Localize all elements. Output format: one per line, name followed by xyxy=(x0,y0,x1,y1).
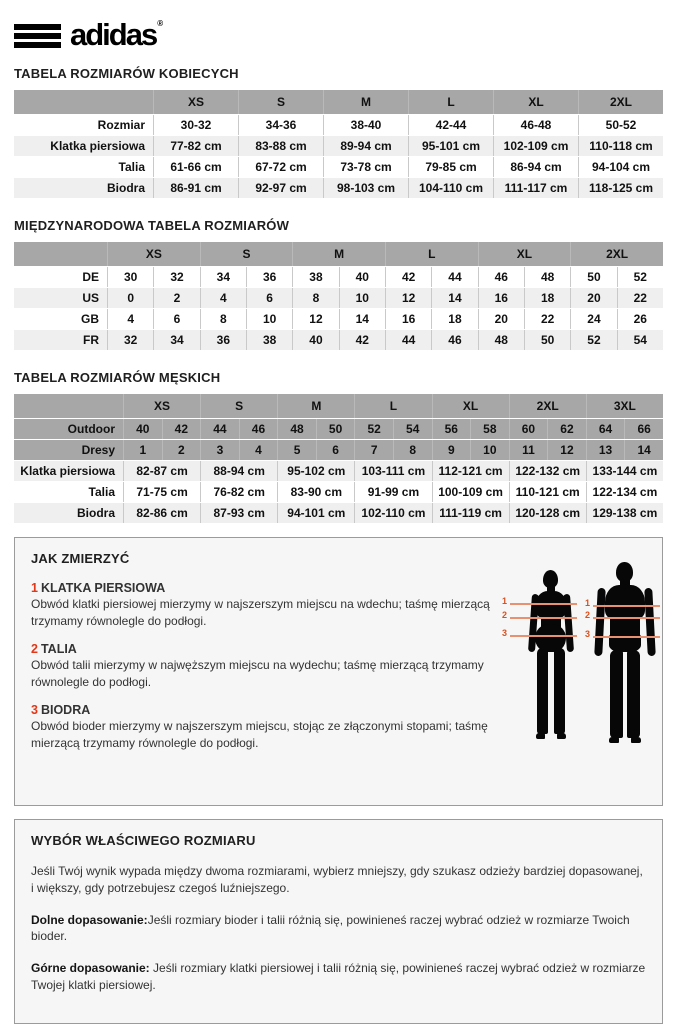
table-row xyxy=(14,178,663,198)
measurement-figures xyxy=(440,552,660,754)
measure-step xyxy=(31,642,499,690)
size-cell: 46 xyxy=(478,267,524,287)
international-size-table xyxy=(14,241,663,351)
female-marker-line xyxy=(510,635,577,637)
row-label: Talia xyxy=(14,157,153,177)
size-cell: 24 xyxy=(570,309,616,329)
size-cell: 42 xyxy=(339,330,385,350)
measure-step xyxy=(31,581,499,629)
size-cell: 88-94 cm xyxy=(200,461,277,481)
size-cell: 92-97 cm xyxy=(238,178,323,198)
size-cell: 100-109 cm xyxy=(432,482,509,502)
table-row xyxy=(14,267,663,287)
size-cell: 44 xyxy=(200,419,239,439)
top-fit-label: Górne dopasowanie: xyxy=(31,961,150,976)
size-cell: 2 xyxy=(153,288,199,308)
men-size-table xyxy=(14,393,663,524)
corner-cell xyxy=(14,90,153,114)
column-header: XS xyxy=(107,242,200,266)
size-cell: 40 xyxy=(292,330,338,350)
size-choice-box xyxy=(14,819,663,1024)
column-header: XL xyxy=(478,242,571,266)
size-cell: 38 xyxy=(292,267,338,287)
size-cell: 133-144 cm xyxy=(586,461,663,481)
size-cell: 12 xyxy=(547,440,586,460)
international-table-heading: MIĘDZYNARODOWA TABELA ROZMIARÓW xyxy=(14,218,290,233)
size-cell: 46 xyxy=(239,419,278,439)
size-cell: 82-86 cm xyxy=(123,503,200,523)
size-cell: 66 xyxy=(624,419,663,439)
men-table-heading: TABELA ROZMIARÓW MĘSKICH xyxy=(14,370,221,385)
size-cell: 71-75 cm xyxy=(123,482,200,502)
size-cell: 10 xyxy=(470,440,509,460)
row-label: Rozmiar xyxy=(14,115,153,135)
size-cell: 50 xyxy=(316,419,355,439)
size-cell: 14 xyxy=(431,288,477,308)
size-cell: 112-121 cm xyxy=(432,461,509,481)
size-cell: 89-94 cm xyxy=(323,136,408,156)
size-cell: 77-82 cm xyxy=(153,136,238,156)
size-cell: 44 xyxy=(431,267,477,287)
size-cell: 110-121 cm xyxy=(509,482,586,502)
size-cell: 67-72 cm xyxy=(238,157,323,177)
column-header: M xyxy=(292,242,385,266)
size-cell: 6 xyxy=(316,440,355,460)
size-cell: 122-134 cm xyxy=(586,482,663,502)
registered-trademark: ® xyxy=(157,18,162,28)
size-cell: 6 xyxy=(246,288,292,308)
row-label: Dresy xyxy=(14,440,123,460)
corner-cell xyxy=(14,394,123,418)
row-label: US xyxy=(14,288,107,308)
table-row xyxy=(14,309,663,329)
row-label: Outdoor xyxy=(14,419,123,439)
size-cell: 30 xyxy=(107,267,153,287)
adidas-logo xyxy=(14,18,663,54)
step-title: 2 TALIA xyxy=(31,642,77,657)
size-cell: 79-85 cm xyxy=(408,157,493,177)
size-cell: 1 xyxy=(123,440,162,460)
size-cell: 26 xyxy=(617,309,663,329)
size-choice-heading: WYBÓR WŁAŚCIWEGO ROZMIARU xyxy=(31,833,256,848)
female-marker-number: 1 xyxy=(502,596,508,606)
corner-cell xyxy=(14,242,107,266)
male-marker-line xyxy=(593,636,660,638)
size-cell: 13 xyxy=(586,440,625,460)
size-cell: 104-110 cm xyxy=(408,178,493,198)
measure-step xyxy=(31,703,499,751)
size-cell: 8 xyxy=(200,309,246,329)
size-cell: 20 xyxy=(478,309,524,329)
how-to-measure-heading: JAK ZMIERZYĆ xyxy=(31,551,130,566)
size-cell: 12 xyxy=(292,309,338,329)
size-cell: 34-36 xyxy=(238,115,323,135)
size-cell: 34 xyxy=(153,330,199,350)
table-row xyxy=(14,136,663,156)
male-marker-number: 1 xyxy=(585,598,591,608)
bottom-fit-text: Jeśli rozmiary bioder i talii różnią się, powinieneś raczej wybrać odzież w rozmiarze Twoich bioder. xyxy=(31,912,630,944)
size-cell: 111-117 cm xyxy=(493,178,578,198)
female-silhouette xyxy=(531,570,571,742)
table-row xyxy=(14,503,663,523)
size-cell: 129-138 cm xyxy=(586,503,663,523)
male-marker-line xyxy=(593,605,660,607)
size-cell: 4 xyxy=(239,440,278,460)
column-header: 2XL xyxy=(570,242,663,266)
size-cell: 83-90 cm xyxy=(277,482,354,502)
women-table-heading: TABELA ROZMIARÓW KOBIECYCH xyxy=(14,66,239,81)
table-row xyxy=(14,330,663,350)
size-cell: 102-109 cm xyxy=(493,136,578,156)
size-cell: 50 xyxy=(524,330,570,350)
table-row xyxy=(14,288,663,308)
size-cell: 22 xyxy=(617,288,663,308)
column-header: L xyxy=(354,394,431,418)
size-cell: 38 xyxy=(246,330,292,350)
column-header: S xyxy=(238,90,323,114)
top-fit-text: Jeśli rozmiary klatki piersiowej i talii różnią się, powinieneś raczej wybrać odzież w rozmiarze Twojej klatki piersiowej. xyxy=(31,961,646,992)
size-cell: 38-40 xyxy=(323,115,408,135)
column-header: M xyxy=(277,394,354,418)
male-silhouette xyxy=(593,562,657,746)
size-cell: 54 xyxy=(617,330,663,350)
size-cell: 2 xyxy=(162,440,201,460)
size-cell: 32 xyxy=(107,330,153,350)
size-cell: 8 xyxy=(292,288,338,308)
table-row xyxy=(14,419,663,439)
step-title: 1 KLATKA PIERSIOWA xyxy=(31,581,166,595)
size-cell: 118-125 cm xyxy=(578,178,663,198)
size-cell: 87-93 cm xyxy=(200,503,277,523)
size-cell: 42-44 xyxy=(408,115,493,135)
size-cell: 9 xyxy=(432,440,471,460)
size-cell: 34 xyxy=(200,267,246,287)
size-cell: 7 xyxy=(354,440,393,460)
male-marker-number: 3 xyxy=(585,629,591,639)
how-to-measure-box xyxy=(14,537,663,806)
size-cell: 52 xyxy=(354,419,393,439)
size-cell: 5 xyxy=(277,440,316,460)
size-cell: 52 xyxy=(570,330,616,350)
size-cell: 82-87 cm xyxy=(123,461,200,481)
top-fit-tip xyxy=(31,960,646,994)
size-cell: 40 xyxy=(339,267,385,287)
male-marker-line xyxy=(593,617,660,619)
size-cell: 12 xyxy=(385,288,431,308)
adidas-logo-text: adidas® xyxy=(70,16,162,52)
row-label: FR xyxy=(14,330,107,350)
size-cell: 95-101 cm xyxy=(408,136,493,156)
female-marker-line xyxy=(510,617,577,619)
column-header: 3XL xyxy=(586,394,663,418)
size-cell: 18 xyxy=(524,288,570,308)
size-cell: 11 xyxy=(509,440,548,460)
size-cell: 94-101 cm xyxy=(277,503,354,523)
size-cell: 54 xyxy=(393,419,432,439)
size-cell: 95-102 cm xyxy=(277,461,354,481)
size-cell: 20 xyxy=(570,288,616,308)
step-number: 3 xyxy=(31,703,38,718)
size-cell: 94-104 cm xyxy=(578,157,663,177)
size-cell: 42 xyxy=(385,267,431,287)
row-label: Klatka piersiowa xyxy=(14,136,153,156)
step-text: Obwód talii mierzymy w najwęższym miejscu na wydechu; taśmę mierzącą trzymamy równolegle do podłogi. xyxy=(31,658,484,689)
size-cell: 91-99 cm xyxy=(354,482,431,502)
table-row xyxy=(14,440,663,460)
size-cell: 46-48 xyxy=(493,115,578,135)
column-header: 2XL xyxy=(578,90,663,114)
size-cell: 0 xyxy=(107,288,153,308)
step-title: 3 BIODRA xyxy=(31,703,91,718)
size-cell: 40 xyxy=(123,419,162,439)
size-cell: 56 xyxy=(432,419,471,439)
size-cell: 30-32 xyxy=(153,115,238,135)
size-cell: 73-78 cm xyxy=(323,157,408,177)
size-cell: 8 xyxy=(393,440,432,460)
row-label: Talia xyxy=(14,482,123,502)
size-cell: 50-52 xyxy=(578,115,663,135)
size-cell: 103-111 cm xyxy=(354,461,431,481)
size-cell: 22 xyxy=(524,309,570,329)
size-cell: 48 xyxy=(478,330,524,350)
size-cell: 44 xyxy=(385,330,431,350)
size-cell: 16 xyxy=(385,309,431,329)
size-cell: 86-91 cm xyxy=(153,178,238,198)
step-text: Obwód klatki piersiowej mierzymy w najszerszym miejscu na wdechu; taśmę mierzącą trzymamy równolegle do podłogi. xyxy=(31,597,490,628)
size-cell: 52 xyxy=(617,267,663,287)
size-cell: 3 xyxy=(200,440,239,460)
size-cell: 76-82 cm xyxy=(200,482,277,502)
female-marker-number: 3 xyxy=(502,628,508,638)
step-number: 1 xyxy=(31,581,38,595)
size-cell: 83-88 cm xyxy=(238,136,323,156)
row-label: Klatka piersiowa xyxy=(14,461,123,481)
column-header: XL xyxy=(432,394,509,418)
row-label: GB xyxy=(14,309,107,329)
column-header: L xyxy=(408,90,493,114)
size-cell: 102-110 cm xyxy=(354,503,431,523)
size-cell: 122-132 cm xyxy=(509,461,586,481)
size-cell: 120-128 cm xyxy=(509,503,586,523)
size-cell: 50 xyxy=(570,267,616,287)
size-cell: 60 xyxy=(509,419,548,439)
size-cell: 64 xyxy=(586,419,625,439)
table-row xyxy=(14,482,663,502)
size-cell: 16 xyxy=(478,288,524,308)
size-cell: 32 xyxy=(153,267,199,287)
size-cell: 36 xyxy=(200,330,246,350)
size-cell: 6 xyxy=(153,309,199,329)
column-header: S xyxy=(200,394,277,418)
row-label: Biodra xyxy=(14,178,153,198)
male-marker-number: 2 xyxy=(585,610,591,620)
size-cell: 86-94 cm xyxy=(493,157,578,177)
size-cell: 98-103 cm xyxy=(323,178,408,198)
measure-steps xyxy=(31,581,499,751)
column-header: S xyxy=(200,242,293,266)
size-cell: 18 xyxy=(431,309,477,329)
female-marker-number: 2 xyxy=(502,610,508,620)
size-cell: 14 xyxy=(624,440,663,460)
size-cell: 36 xyxy=(246,267,292,287)
adidas-stripes-icon xyxy=(14,21,61,51)
column-header: XS xyxy=(123,394,200,418)
size-choice-intro: Jeśli Twój wynik wypada między dwoma rozmiarami, wybierz mniejszy, gdy szukasz odzieży bardziej dopasowanej, i większy, gdy potrzebujesz czegoś luźniejszego. xyxy=(31,864,643,895)
size-cell: 46 xyxy=(431,330,477,350)
size-cell: 48 xyxy=(277,419,316,439)
size-cell: 10 xyxy=(246,309,292,329)
table-row xyxy=(14,157,663,177)
size-cell: 42 xyxy=(162,419,201,439)
column-header: M xyxy=(323,90,408,114)
table-row xyxy=(14,115,663,135)
row-label: Biodra xyxy=(14,503,123,523)
size-cell: 61-66 cm xyxy=(153,157,238,177)
female-marker-line xyxy=(510,603,577,605)
size-cell: 111-119 cm xyxy=(432,503,509,523)
size-cell: 58 xyxy=(470,419,509,439)
size-cell: 4 xyxy=(200,288,246,308)
size-cell: 14 xyxy=(339,309,385,329)
column-header: XS xyxy=(153,90,238,114)
bottom-fit-tip xyxy=(31,912,646,946)
table-row xyxy=(14,461,663,481)
column-header: 2XL xyxy=(509,394,586,418)
step-number: 2 xyxy=(31,642,38,657)
size-cell: 110-118 cm xyxy=(578,136,663,156)
column-header: XL xyxy=(493,90,578,114)
bottom-fit-label: Dolne dopasowanie: xyxy=(31,912,148,927)
women-size-table xyxy=(14,89,663,199)
step-text: Obwód bioder mierzymy w najszerszym miejscu, stojąc ze złączonymi stopami; taśmę mierzącą trzymamy równolegle do podłogi. xyxy=(31,719,488,750)
size-cell: 62 xyxy=(547,419,586,439)
size-cell: 48 xyxy=(524,267,570,287)
column-header: L xyxy=(385,242,478,266)
size-cell: 4 xyxy=(107,309,153,329)
row-label: DE xyxy=(14,267,107,287)
size-cell: 10 xyxy=(339,288,385,308)
